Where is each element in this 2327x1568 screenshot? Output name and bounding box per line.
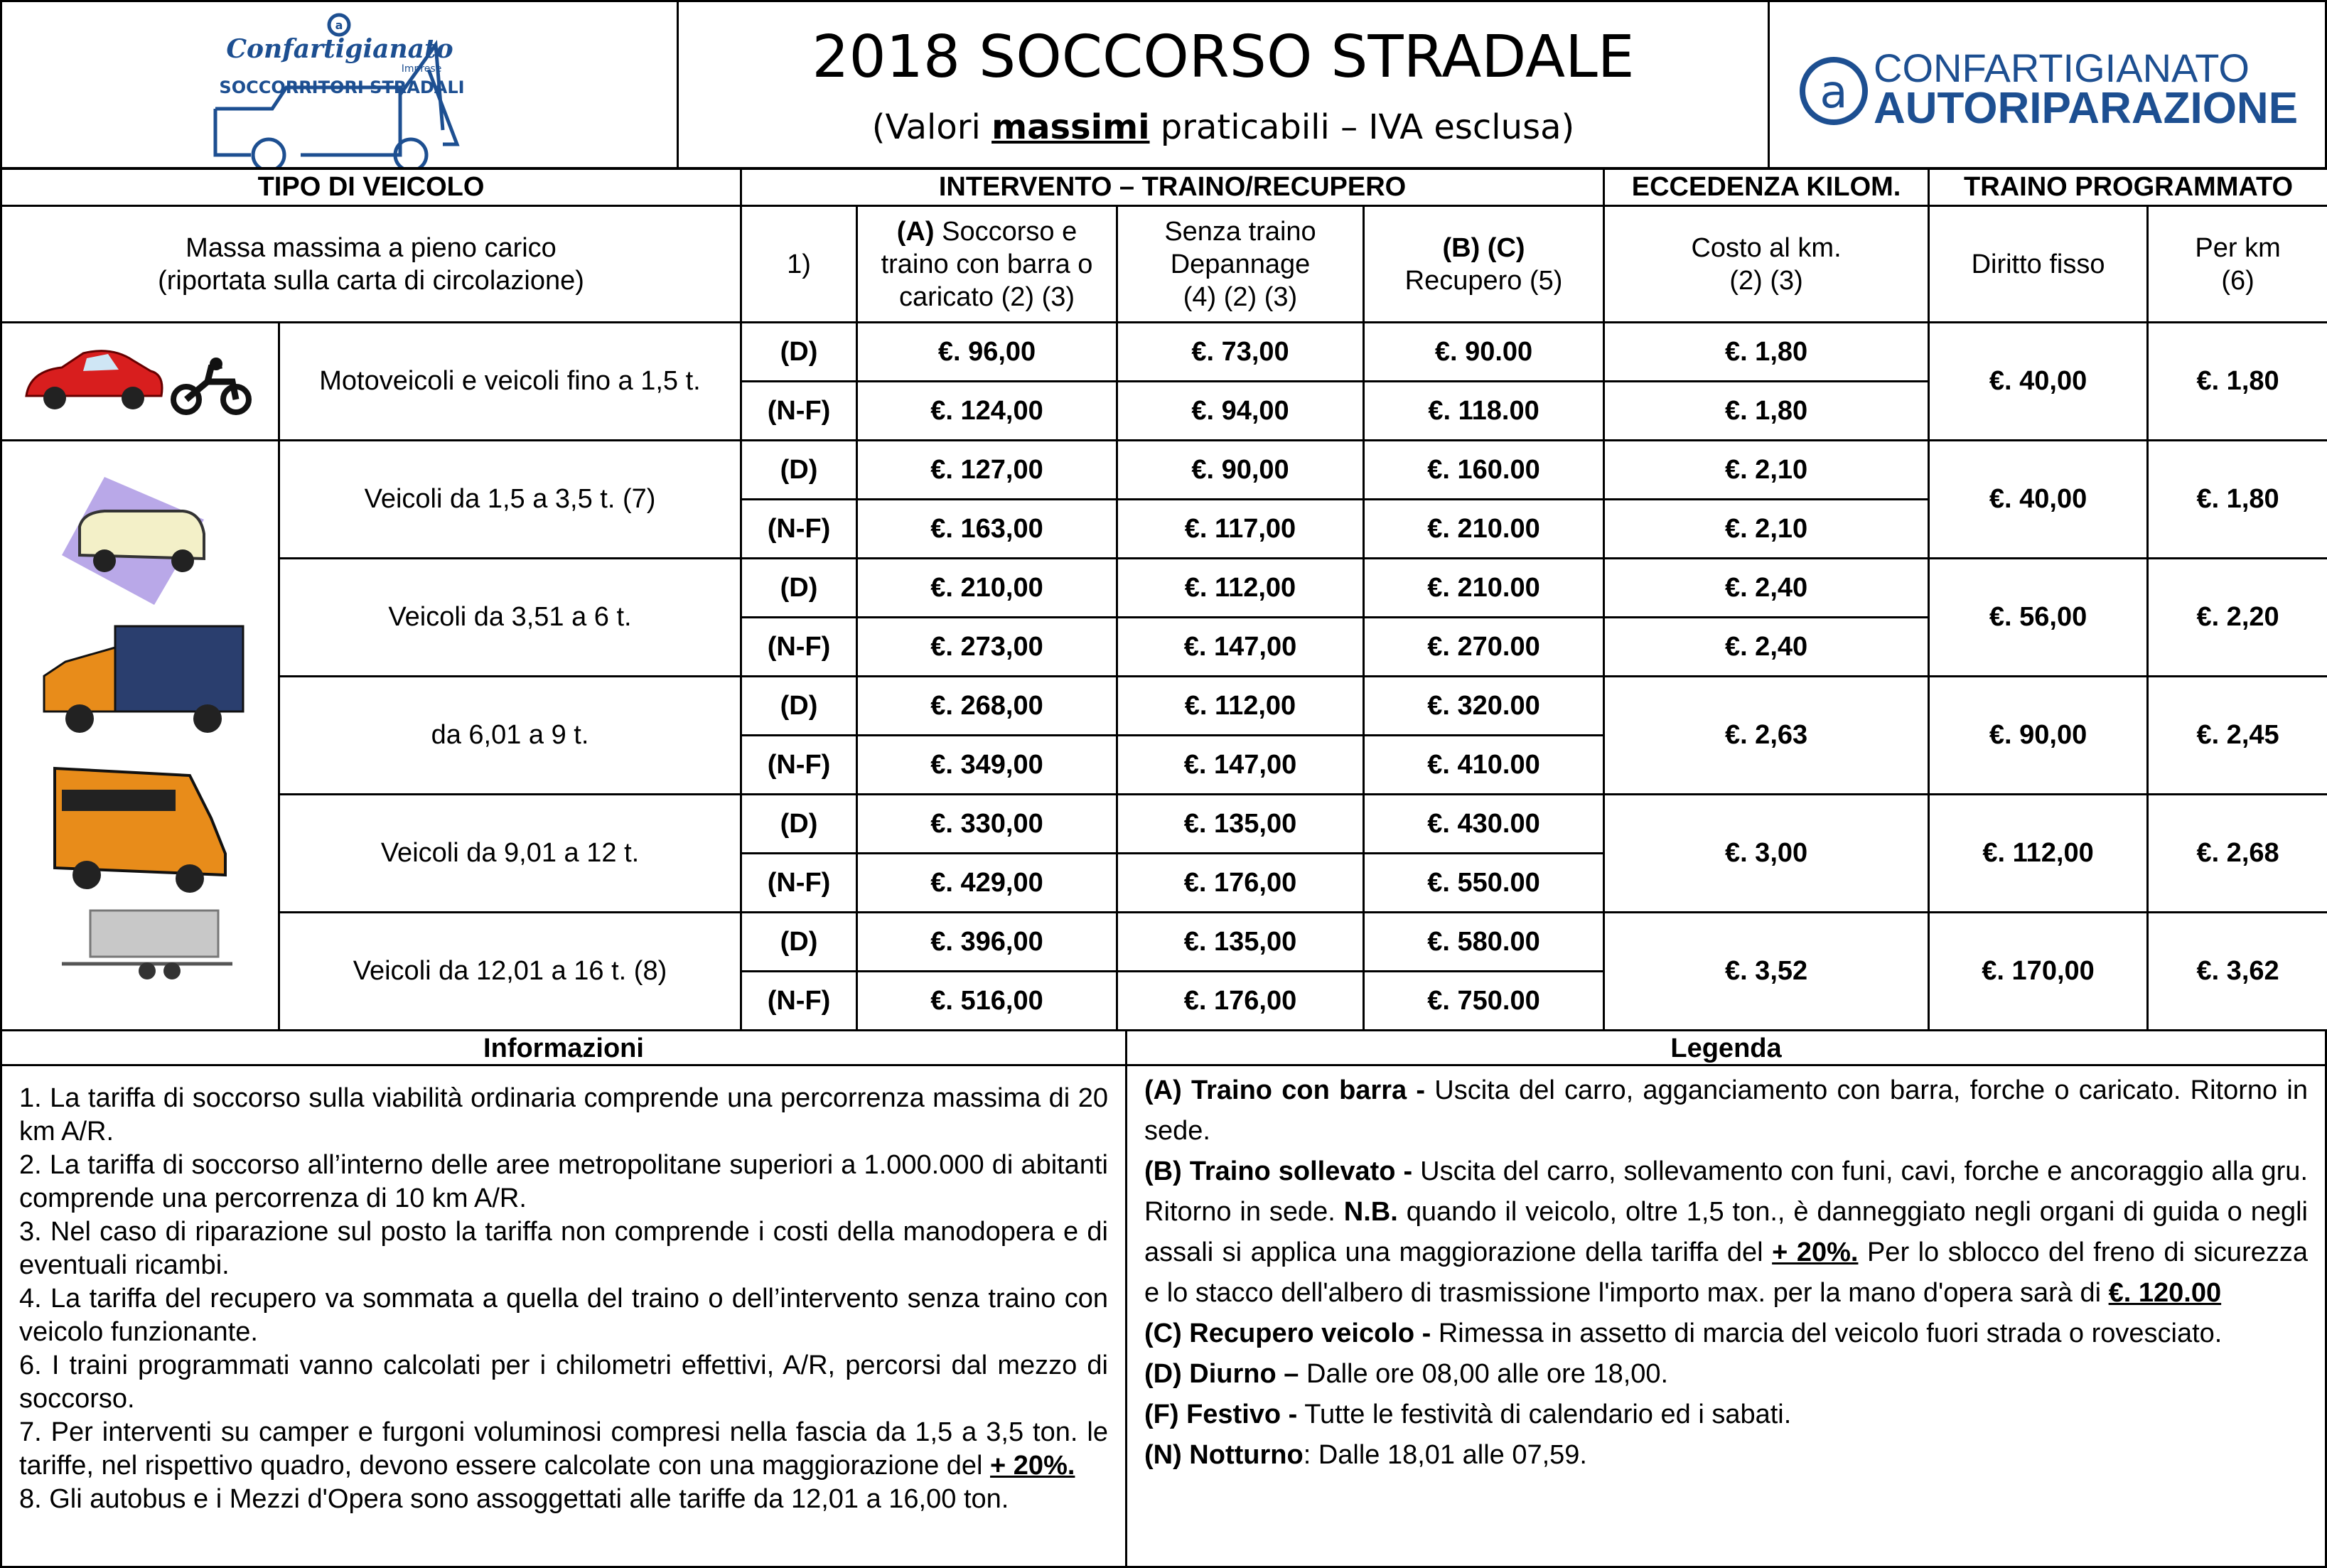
truck-icon	[44, 626, 243, 733]
price-fisso: €. 112,00	[1929, 795, 2148, 913]
price-km: €. 2,10	[1604, 441, 1929, 500]
price-senza-traino: €. 176,00	[1117, 972, 1364, 1031]
svg-text:a: a	[1820, 66, 1848, 119]
flag-nf: (N-F)	[741, 500, 857, 559]
price-a: €. 516,00	[857, 972, 1117, 1031]
flag-nf: (N-F)	[741, 972, 857, 1031]
flag-d: (D)	[741, 559, 857, 618]
note-2: 2. La tariffa di soccorso all’interno delle aree metropolitane superiori a 1.000.000 di abitanti comprende una percorrenza di 10 km A/R.	[19, 1150, 1108, 1213]
legend-d: (D) Diurno – Dalle ore 08,00 alle ore 18,00.	[1144, 1359, 1669, 1389]
price-bc: €. 90.00	[1364, 323, 1604, 382]
header	[0, 0, 2327, 169]
vehicle-category: Veicoli da 12,01 a 16 t. (8)	[279, 913, 741, 1031]
vehicle-category: Veicoli da 3,51 a 6 t.	[279, 559, 741, 677]
col-a: (A) Soccorso e traino con barra o caricato (2) (3)	[857, 206, 1117, 323]
col-eccedenza: ECCEDENZA KILOM.	[1604, 169, 1929, 206]
legend-b: (B) Traino sollevato - Uscita del carro, sollevamento con funi, cavi, forche e ancoraggio alla gru. Ritorno in sede. N.B. quando il veicolo, oltre 1,5 ton., è danneggiato negli organi di guida o negli assali si applica una maggiorazione della tariffa del + 20%. Per lo sblocco del freno di sicurezza e lo stacco dell'albero di trasmissione l'importo max. per la mano d'opera sarà di €. 120.00	[1144, 1156, 2309, 1308]
col-bc: (B) (C) Recupero (5)	[1364, 206, 1604, 323]
flag-d: (D)	[741, 913, 857, 972]
info-heading: Informazioni	[0, 1029, 1127, 1066]
table-row	[1, 441, 2327, 500]
logo-line1: CONFARTIGIANATO	[1874, 45, 2250, 90]
price-a: €. 396,00	[857, 913, 1117, 972]
table-row	[1, 677, 2327, 736]
flag-d: (D)	[741, 677, 857, 736]
info-notes	[0, 1064, 1127, 1568]
left-logo-box	[0, 0, 679, 169]
col-fisso: Diritto fisso	[1929, 206, 2148, 323]
price-senza-traino: €. 112,00	[1117, 677, 1364, 736]
note-6: 6. I traini programmati vanno calcolati per i chilometri effettivi, A/R, percorsi dal mezzo di soccorso.	[19, 1350, 1108, 1414]
price-perkm: €. 2,45	[2148, 677, 2327, 795]
price-bc: €. 550.00	[1364, 854, 1604, 913]
page-title: 2018 SOCCORSO STRADALE	[812, 23, 1635, 91]
price-km: €. 2,63	[1604, 677, 1929, 795]
price-perkm: €. 3,62	[2148, 913, 2327, 1031]
legend-c: (C) Recupero veicolo - Rimessa in assetto di marcia del veicolo fuori strada o rovesciato.	[1144, 1319, 2223, 1348]
price-senza-traino: €. 94,00	[1117, 382, 1364, 441]
tariff-table	[0, 168, 2327, 1031]
price-km: €. 1,80	[1604, 382, 1929, 441]
car-icon	[26, 350, 162, 409]
col-flag: 1)	[741, 206, 857, 323]
price-senza-traino: €. 73,00	[1117, 323, 1364, 382]
price-fisso: €. 40,00	[1929, 323, 2148, 441]
vehicle-category: Motoveicoli e veicoli fino a 1,5 t.	[279, 323, 741, 441]
flag-d: (D)	[741, 441, 857, 500]
price-a: €. 127,00	[857, 441, 1117, 500]
price-km: €. 1,80	[1604, 323, 1929, 382]
header-row-2	[1, 206, 2327, 323]
autoriparazione-logo	[1770, 2, 2327, 167]
flag-nf: (N-F)	[741, 618, 857, 677]
col-massa: Massa massima a pieno carico (riportata sulla carta di circolazione)	[1, 206, 741, 323]
price-bc: €. 210.00	[1364, 500, 1604, 559]
flag-d: (D)	[741, 795, 857, 854]
svg-text:a: a	[335, 18, 343, 32]
legend-a: (A) Traino con barra - Uscita del carro, agganciamento con barra, forche o caricato. Ritorno in sede.	[1144, 1075, 2308, 1146]
price-km: €. 2,10	[1604, 500, 1929, 559]
price-a: €. 330,00	[857, 795, 1117, 854]
table-row	[1, 913, 2327, 972]
price-fisso: €. 40,00	[1929, 441, 2148, 559]
price-bc: €. 118.00	[1364, 382, 1604, 441]
logo-line2: AUTORIPARAZIONE	[1874, 84, 2299, 133]
price-a: €. 268,00	[857, 677, 1117, 736]
price-bc: €. 210.00	[1364, 559, 1604, 618]
flag-nf: (N-F)	[741, 382, 857, 441]
note-3: 3. Nel caso di riparazione sul posto la tariffa non comprende i costi della manodopera e di eventuali ricambi.	[19, 1217, 1108, 1280]
col-tipo: TIPO DI VEICOLO	[1, 169, 741, 206]
col-intervento: INTERVENTO – TRAINO/RECUPERO	[741, 169, 1604, 206]
price-bc: €. 410.00	[1364, 736, 1604, 795]
vehicle-category: Veicoli da 1,5 a 3,5 t. (7)	[279, 441, 741, 559]
price-senza-traino: €. 176,00	[1117, 854, 1364, 913]
col-perkm: Per km (6)	[2148, 206, 2327, 323]
price-a: €. 96,00	[857, 323, 1117, 382]
price-senza-traino: €. 112,00	[1117, 559, 1364, 618]
col-km: Costo al km. (2) (3)	[1604, 206, 1929, 323]
price-bc: €. 580.00	[1364, 913, 1604, 972]
price-bc: €. 320.00	[1364, 677, 1604, 736]
price-senza-traino: €. 117,00	[1117, 500, 1364, 559]
page-subtitle: (Valori massimi praticabili – IVA esclusa)	[871, 107, 1575, 147]
legend-heading: Legenda	[1125, 1029, 2327, 1066]
price-bc: €. 160.00	[1364, 441, 1604, 500]
vehicle-icons-column	[1, 441, 279, 1031]
price-fisso: €. 170,00	[1929, 913, 2148, 1031]
price-senza-traino: €. 90,00	[1117, 441, 1364, 500]
motorcycle-icon	[173, 358, 249, 412]
table-row	[1, 323, 2327, 382]
note-7: 7. Per interventi su camper e furgoni voluminosi compresi nella fascia da 1,5 a 3,5 ton. le tariffe, nel rispettivo quadro, devono essere calcolate con una maggiorazione del + 20%.	[19, 1417, 1108, 1481]
col-traino: TRAINO PROGRAMMATO	[1929, 169, 2327, 206]
price-perkm: €. 1,80	[2148, 323, 2327, 441]
vehicle-category: da 6,01 a 9 t.	[279, 677, 741, 795]
price-km: €. 3,52	[1604, 913, 1929, 1031]
soccorritori-logo	[2, 2, 681, 167]
legend-f: (F) Festivo - Tutte le festività di calendario ed i sabati.	[1144, 1400, 1792, 1429]
note-4: 4. La tariffa del recupero va sommata a quella del traino o dell’intervento senza traino con veicolo funzionante.	[19, 1284, 1108, 1347]
right-logo-box	[1768, 0, 2327, 169]
price-bc: €. 750.00	[1364, 972, 1604, 1031]
price-km: €. 2,40	[1604, 618, 1929, 677]
price-a: €. 273,00	[857, 618, 1117, 677]
vehicle-icons-row1	[1, 323, 279, 441]
price-a: €. 349,00	[857, 736, 1117, 795]
table-row	[1, 795, 2327, 854]
vehicle-category: Veicoli da 9,01 a 12 t.	[279, 795, 741, 913]
note-8: 8. Gli autobus e i Mezzi d'Opera sono assoggettati alle tariffe da 12,01 a 16,00 ton.	[19, 1484, 1009, 1514]
legend-notes	[1125, 1064, 2327, 1568]
header-row-1	[1, 169, 2327, 206]
logo-sub: Imprese	[401, 63, 442, 75]
logo-tag: SOCCORRITORI STRADALI	[219, 77, 465, 97]
table-row	[1, 559, 2327, 618]
trailer-icon	[62, 911, 232, 979]
flag-nf: (N-F)	[741, 736, 857, 795]
col-senza-traino: Senza traino Depannage (4) (2) (3)	[1117, 206, 1364, 323]
price-fisso: €. 56,00	[1929, 559, 2148, 677]
price-fisso: €. 90,00	[1929, 677, 2148, 795]
flag-nf: (N-F)	[741, 854, 857, 913]
title-box	[677, 0, 1770, 169]
price-perkm: €. 2,20	[2148, 559, 2327, 677]
price-a: €. 429,00	[857, 854, 1117, 913]
legend-n: (N) Notturno: Dalle 18,01 alle 07,59.	[1144, 1440, 1587, 1470]
price-perkm: €. 1,80	[2148, 441, 2327, 559]
note-1: 1. La tariffa di soccorso sulla viabilità ordinaria comprende una percorrenza massima di 20 km A/R.	[19, 1083, 1108, 1147]
flag-d: (D)	[741, 323, 857, 382]
price-senza-traino: €. 147,00	[1117, 736, 1364, 795]
price-senza-traino: €. 135,00	[1117, 913, 1364, 972]
price-km: €. 3,00	[1604, 795, 1929, 913]
price-perkm: €. 2,68	[2148, 795, 2327, 913]
price-bc: €. 270.00	[1364, 618, 1604, 677]
price-a: €. 210,00	[857, 559, 1117, 618]
logo-brand: Confartigianato	[226, 34, 453, 64]
price-a: €. 163,00	[857, 500, 1117, 559]
bus-icon	[55, 768, 225, 893]
van-icon	[62, 477, 204, 605]
price-senza-traino: €. 135,00	[1117, 795, 1364, 854]
price-bc: €. 430.00	[1364, 795, 1604, 854]
price-km: €. 2,40	[1604, 559, 1929, 618]
price-a: €. 124,00	[857, 382, 1117, 441]
price-senza-traino: €. 147,00	[1117, 618, 1364, 677]
